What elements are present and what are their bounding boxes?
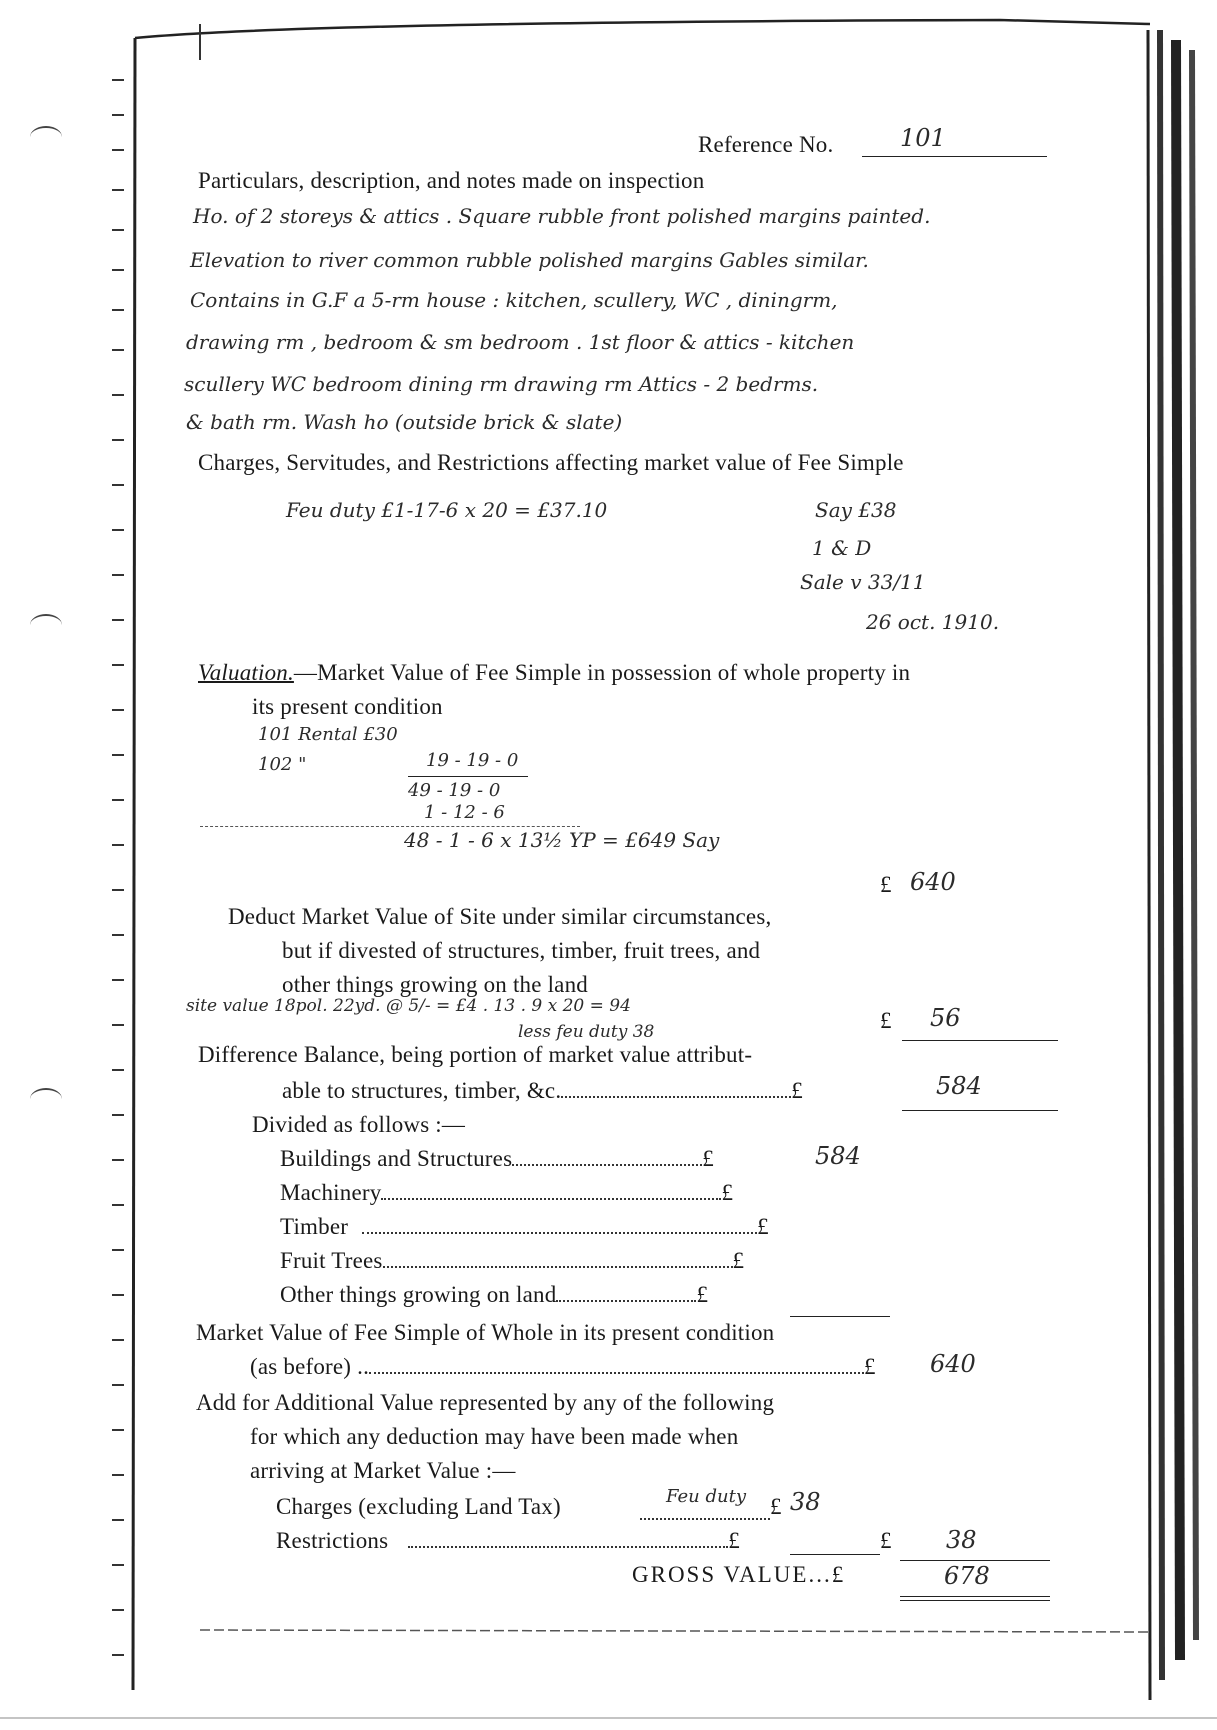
additional-total-underline [900, 1560, 1050, 1561]
charges-note: 1 & D [812, 536, 872, 560]
deduct-line: Deduct Market Value of Site under similar circumstances, [228, 904, 772, 929]
currency-symbol: £ [880, 1528, 892, 1553]
additional-line: Add for Additional Value represented by any of the following [196, 1390, 775, 1415]
additional-restrictions: Restrictions £ [276, 1528, 740, 1553]
market-whole-line: Market Value of Fee Simple of Whole in its present condition [196, 1320, 775, 1345]
divided-item-other: Other things growing on land £ [280, 1282, 709, 1307]
divided-value-buildings: 584 [815, 1142, 861, 1170]
charges-say: Say £38 [815, 498, 897, 522]
valuation-line [198, 660, 910, 686]
charges-heading: Charges, Servitudes, and Restrictions affecting market value of Fee Simple [198, 450, 904, 475]
particulars-line: scullery WC bedroom dining rm drawing rm Attics - 2 bedrms. [184, 372, 819, 396]
currency-symbol: £ [880, 1008, 892, 1033]
deduct-less-note: less feu duty 38 [518, 1022, 655, 1042]
additional-charges: Charges (excluding Land Tax) [276, 1494, 561, 1519]
currency-symbol: £ [880, 872, 892, 897]
particulars-line: & bath rm. Wash ho (outside brick & slate) [186, 410, 623, 434]
market-whole-amount: 640 [930, 1350, 976, 1378]
divided-item-buildings: Buildings and Structures £ [280, 1146, 714, 1171]
particulars-line: Elevation to river common rubble polished margins Gables similar. [190, 248, 869, 272]
divided-heading: Divided as follows :— [252, 1112, 466, 1137]
deduct-line: but if divested of structures, timber, fruit trees, and [282, 938, 761, 963]
leader-dots [640, 1518, 770, 1520]
difference-underline [902, 1110, 1058, 1111]
calc-dashed-rule [200, 826, 580, 827]
additional-charges-note: Feu duty [666, 1486, 746, 1507]
calc-result: 48 - 1 - 6 x 13½ YP = £649 Say [404, 828, 720, 852]
gross-amount: 678 [944, 1562, 990, 1590]
calc-rental-102: 102 " [258, 754, 307, 775]
calc-rental-102-value: 19 - 19 - 0 [426, 750, 519, 771]
gross-label: GROSS VALUE...£ [632, 1562, 846, 1587]
valuation-amount: 640 [910, 868, 956, 896]
calc-rental-101: 101 Rental £30 [258, 724, 398, 745]
divided-underline [790, 1316, 890, 1317]
valuation-label: Valuation. [198, 660, 294, 685]
restrictions-underline [790, 1554, 880, 1555]
reference-value: 101 [900, 124, 946, 152]
calc-rule [408, 776, 528, 777]
difference-line: Difference Balance, being portion of market value attribut- [198, 1042, 753, 1067]
gross-underline [900, 1596, 1050, 1597]
particulars-line: drawing rm , bedroom & sm bedroom . 1st floor & attics - kitchen [186, 330, 855, 354]
calc-deduction: 1 - 12 - 6 [424, 802, 505, 823]
difference-line-2: able to structures, timber, &c. £ [282, 1078, 803, 1103]
deduct-amount: 56 [930, 1004, 961, 1032]
market-whole-line-2: (as before) .. £ [250, 1354, 876, 1379]
calc-subtotal: 49 - 19 - 0 [408, 780, 501, 801]
particulars-line: Contains in G.F a 5-rm house : kitchen, scullery, WC , diningrm, [190, 288, 838, 312]
reference-underline [862, 156, 1047, 157]
deduct-underline [902, 1040, 1058, 1041]
additional-total: 38 [946, 1526, 977, 1554]
reference-label: Reference No. [698, 132, 834, 157]
gross-double-underline [900, 1600, 1050, 1601]
charges-feu-duty: Feu duty £1-17-6 x 20 = £37.10 [286, 498, 608, 522]
divided-item-fruit-trees: Fruit Trees £ [280, 1248, 745, 1273]
deduct-line: other things growing on the land [282, 972, 588, 997]
divided-item-machinery: Machinery £ [280, 1180, 734, 1205]
divided-item-timber: Timber £ [280, 1214, 769, 1239]
additional-line: arriving at Market Value :— [250, 1458, 516, 1483]
valuation-text: —Market Value of Fee Simple in possession of whole property in [293, 660, 911, 685]
deduct-site-note: site value 18pol. 22yd. @ 5/- = £4 . 13 . 9 x 20 = 94 [186, 996, 631, 1016]
particulars-line: Ho. of 2 storeys & attics . Square rubble front polished margins painted. [193, 204, 931, 228]
leader-dots [561, 1096, 791, 1098]
particulars-heading: Particulars, description, and notes made on inspection [198, 168, 705, 193]
valuation-text-2: its present condition [252, 694, 443, 719]
additional-line: for which any deduction may have been made when [250, 1424, 739, 1449]
currency-symbol: £ [770, 1494, 782, 1519]
charges-note: 26 oct. 1910. [866, 610, 1000, 634]
charges-note: Sale v 33/11 [800, 570, 926, 594]
difference-amount: 584 [936, 1072, 982, 1100]
additional-charges-value: 38 [790, 1488, 821, 1516]
